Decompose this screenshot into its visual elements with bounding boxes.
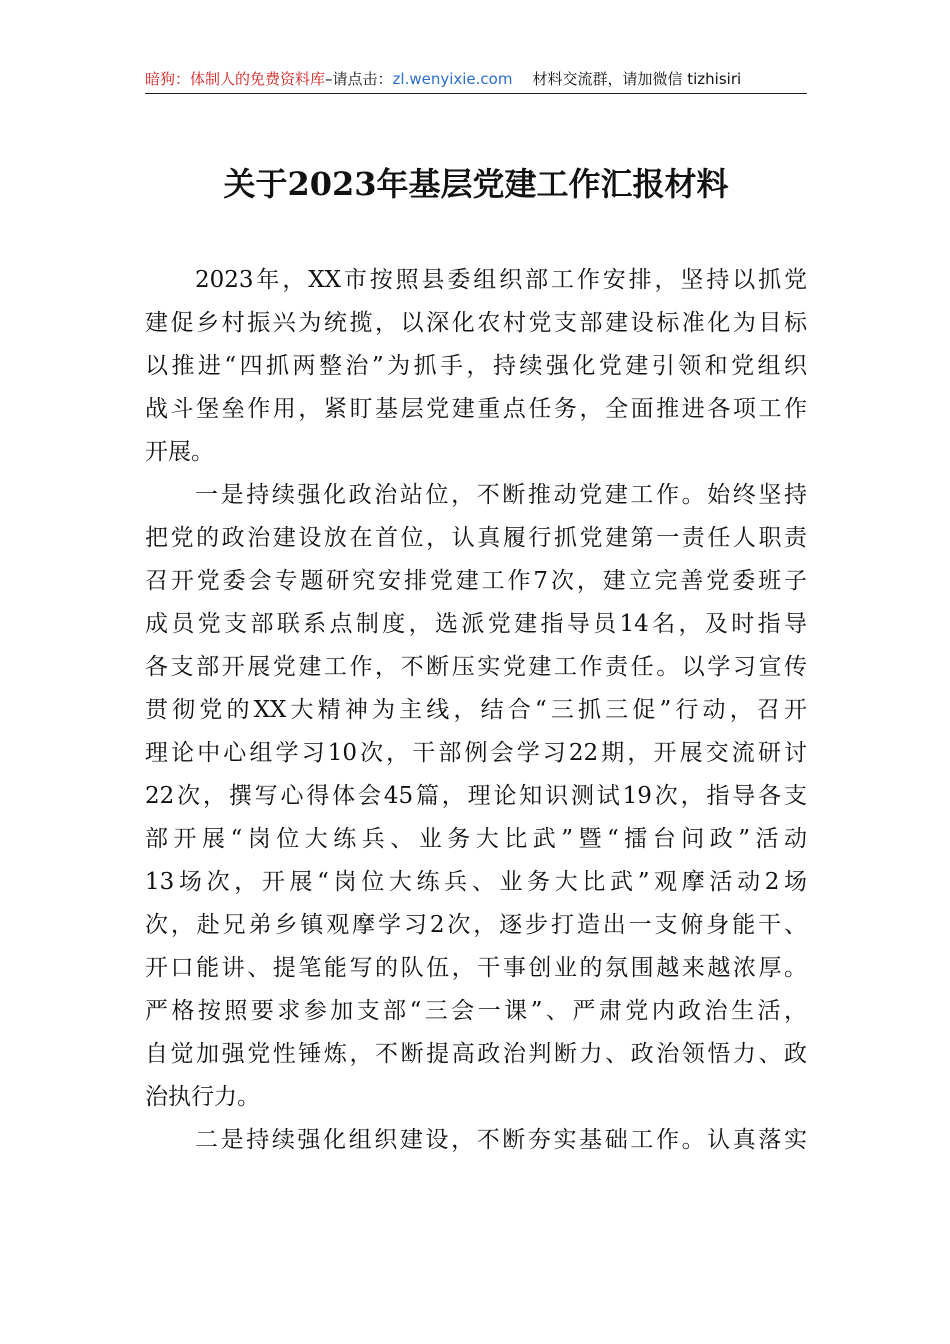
paragraph-line: 贯彻党的XX大精神为主线，结合“三抓三促”行动，召开 xyxy=(145,697,807,723)
paragraph-line: 把党的政治建设放在首位，认真履行抓党建第一责任人职责 xyxy=(145,525,807,551)
paragraph-line: 二是持续强化组织建设，不断夯实基础工作。认真落实 xyxy=(195,1127,807,1153)
paragraph-line: 召开党委会专题研究安排党建工作7次，建立完善党委班子 xyxy=(145,568,807,594)
paragraph-line: 13场次，开展“岗位大练兵、业务大比武”观摩活动2场 xyxy=(145,869,807,895)
paragraph-line: 开口能讲、提笔能写的队伍，干事创业的氛围越来越浓厚。 xyxy=(145,955,807,981)
paragraph-line: 各支部开展党建工作，不断压实党建工作责任。以学习宣传 xyxy=(145,654,807,680)
paragraph-line: 一是持续强化政治站位，不断推动党建工作。始终坚持 xyxy=(195,482,807,508)
document-body xyxy=(145,259,807,1162)
paragraph-line: 开展。 xyxy=(145,439,214,465)
header-divider xyxy=(145,93,807,94)
paragraph-line: 治执行力。 xyxy=(145,1084,260,1110)
header-link-label: –请点击： xyxy=(325,70,393,88)
paragraph-line: 严格按照要求参加支部“三会一课”、严肃党内政治生活， xyxy=(145,998,807,1024)
paragraph-line: 以推进“四抓两整治”为抓手，持续强化党建引领和党组织 xyxy=(145,353,807,379)
paragraph-line: 自觉加强党性锤炼，不断提高政治判断力、政治领悟力、政 xyxy=(145,1041,807,1067)
paragraph-line: 22次，撰写心得体会45篇，理论知识测试19次，指导各支 xyxy=(145,783,807,809)
paragraph-line: 建促乡村振兴为统揽，以深化农村党支部建设标准化为目标 xyxy=(145,310,807,336)
paragraph-line: 2023年，XX市按照县委组织部工作安排，坚持以抓党 xyxy=(195,267,807,293)
document-title: 关于2023年基层党建工作汇报材料 xyxy=(223,165,729,203)
paragraph-line: 部开展“岗位大练兵、业务大比武”暨“擂台问政”活动 xyxy=(145,826,807,852)
header-brand: 暗狗：体制人的免费资料库 xyxy=(145,70,326,88)
header-contact: 材料交流群，请加微信 tizhisiri xyxy=(532,70,742,88)
paragraph-line: 次，赴兄弟乡镇观摩学习2次，逐步打造出一支俯身能干、 xyxy=(145,912,807,938)
header-link[interactable]: zl.wenyixie.com xyxy=(392,70,513,88)
paragraph-line: 理论中心组学习10次，干部例会学习22期，开展交流研讨 xyxy=(145,740,807,766)
paragraph-line: 成员党支部联系点制度，选派党建指导员14名，及时指导 xyxy=(145,611,807,637)
page-header xyxy=(145,66,807,92)
paragraph-line: 战斗堡垒作用，紧盯基层党建重点任务，全面推进各项工作 xyxy=(145,396,807,422)
